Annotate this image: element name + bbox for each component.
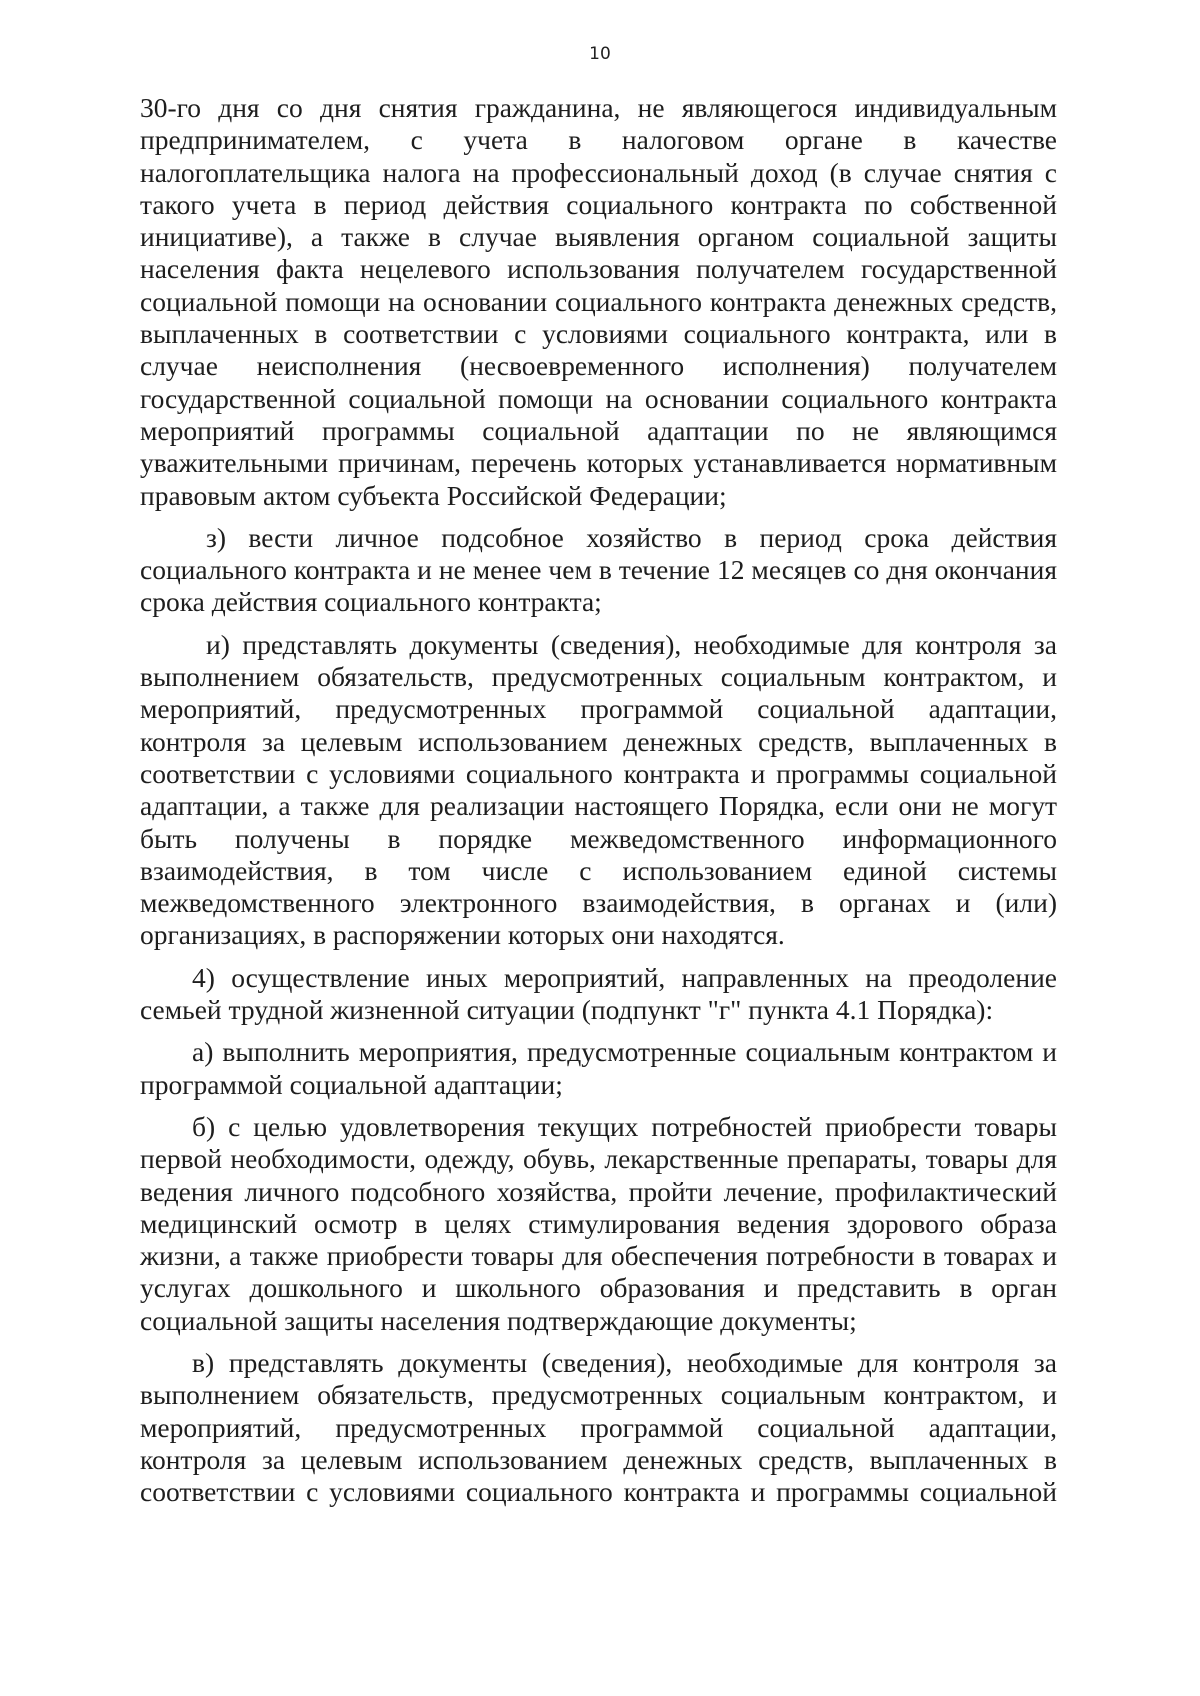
paragraph-item-v: в) представлять документы (сведения), необходимые для контроля за выполнением обязательств, предусмотренных социальным контрактом, и мероприятий, предусмотренных программой социальной адаптации, контроля за целевым использованием денежных средств, выплаченных в соответствии с условиями социального контракта и программы социальной (140, 1346, 1057, 1508)
paragraph-item-i: и) представлять документы (сведения), необходимые для контроля за выполнением обязательств, предусмотренных социальным контрактом, и мероприятий, предусмотренных программой социальной адаптации, контроля за целевым использованием денежных средств, выплаченных в соответствии с условиями социального контракта и программы социальной адаптации, а также для реализации настоящего Порядка, если они не могут быть получены в порядке межведомственного информационного взаимодействия, в том числе с использованием единой системы межведомственного электронного взаимодействия, в органах и (или) организациях, в распоряжении которых они находятся. (140, 628, 1057, 951)
document-body (140, 92, 1057, 1518)
paragraph-continuation: 30-го дня со дня снятия гражданина, не являющегося индивидуальным предпринимателем, с учета в налоговом органе в качестве налогоплательщика налога на профессиональный доход (в случае снятия с такого учета в период действия социального контракта по собственной инициативе), а также в случае выявления органом социальной защиты населения факта нецелевого использования получателем государственной социальной помощи на основании социального контракта денежных средств, выплаченных в соответствии с условиями социального контракта, или в случае неисполнения (несвоевременного исполнения) получателем государственной социальной помощи на основании социального контракта мероприятий программы социальной адаптации по не являющимся уважительными причинам, перечень которых устанавливается нормативным правовым актом субъекта Российской Федерации; (140, 92, 1057, 511)
paragraph-item-z: з) вести личное подсобное хозяйство в период срока действия социального контракта и не менее чем в течение 12 месяцев со дня окончания срока действия социального контракта; (140, 521, 1057, 618)
page-number: 10 (589, 44, 611, 64)
paragraph-item-b: б) с целью удовлетворения текущих потребностей приобрести товары первой необходимости, одежду, обувь, лекарственные препараты, товары для ведения личного подсобного хозяйства, пройти лечение, профилактический медицинский осмотр в целях стимулирования ведения здорового образа жизни, а также приобрести товары для обеспечения потребности в товарах и услугах дошкольного и школьного образования и представить в орган социальной защиты населения подтверждающие документы; (140, 1110, 1057, 1336)
paragraph-section-4: 4) осуществление иных мероприятий, направленных на преодоление семьей трудной жизненной ситуации (подпункт "г" пункта 4.1 Порядка): (140, 961, 1057, 1026)
paragraph-item-a: а) выполнить мероприятия, предусмотренные социальным контрактом и программой социальной адаптации; (140, 1036, 1057, 1100)
